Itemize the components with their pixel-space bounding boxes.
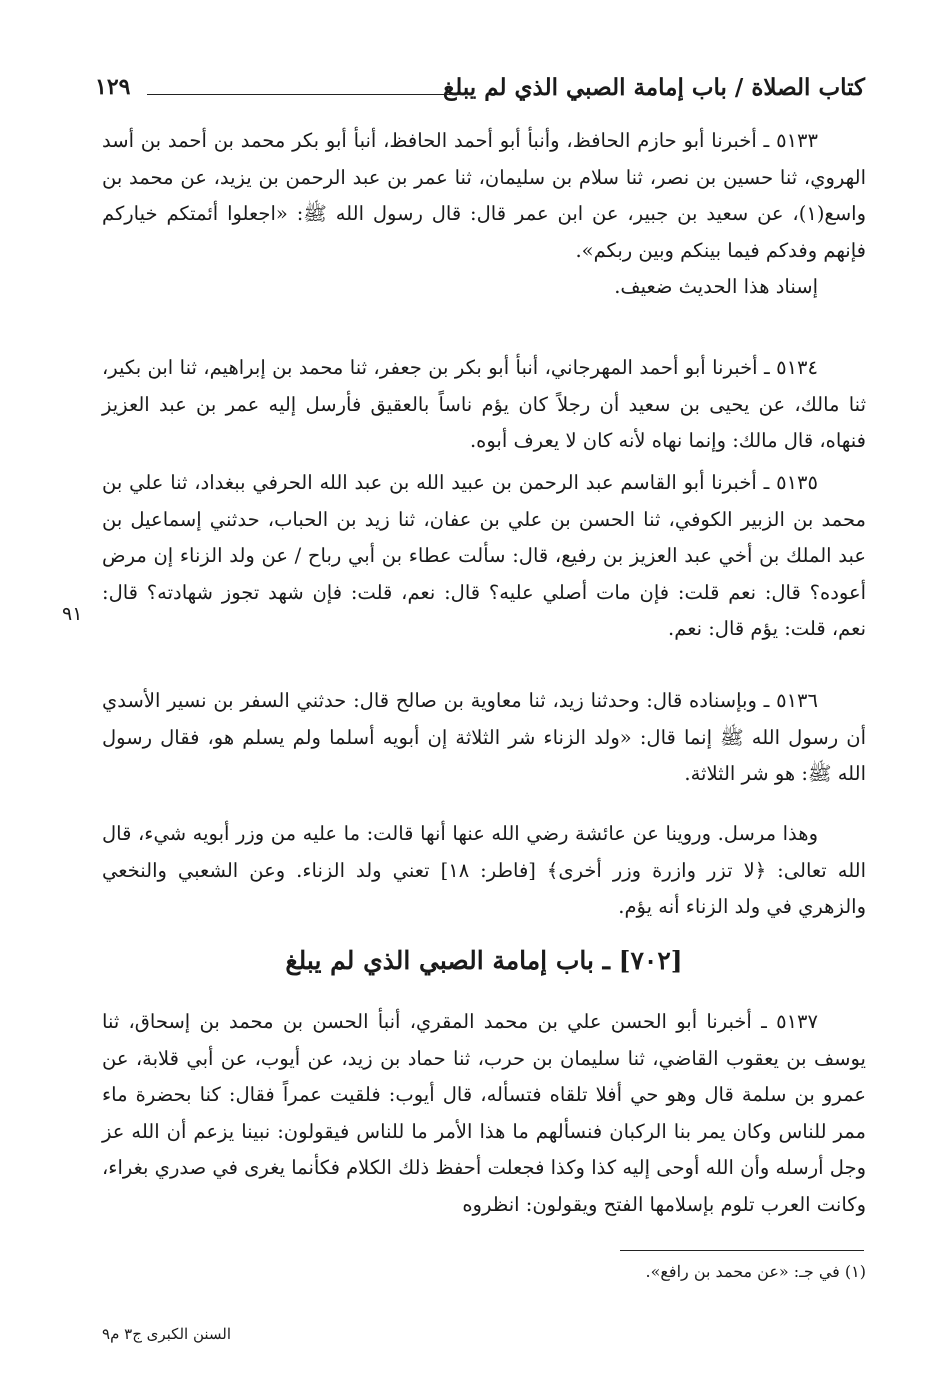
paragraph-5135 bbox=[102, 465, 866, 648]
page-number: ١٢٩ bbox=[95, 74, 131, 100]
hadith-5136: ٥١٣٦ ـ وبإسناده قال: وحدثنا زيد، ثنا معاوية بن صالح قال: حدثني السفر بن نسير الأسدي أن رسول الله ﷺ إنما قال: «ولد الزناء شر الثلاثة إن أبويه أسلما ولم يسلم هو، فقال رسول الله ﷺ: هو شر الثلاثة. bbox=[102, 689, 866, 785]
hadith-5137: ٥١٣٧ ـ أخبرنا أبو الحسن علي بن محمد المقري، أنبأ الحسن بن محمد بن إسحاق، ثنا يوسف بن يعقوب القاضي، ثنا سليمان بن حرب، ثنا حماد بن زيد، عن أيوب، عن أبي قلابة، عن عمرو بن سلمة قال وهو حي أفلا تلقاه فتسأله، قال أيوب: فلقيت عمراً فقال: كنا بحضرة ماء ممر للناس وكان يمر بنا الركبان فنسألهم ما هذا الأمر ما للناس فيقولون: نبينا يزعم أن الله عز وجل أرسله وأن الله أوحى إليه كذا وكذا فجعلت أحفظ ذلك الكلام فكأنما يغرى في صدري بغراء، وكانت العرب تلوم بإسلامها الفتح ويقولون: انظروه bbox=[102, 1010, 866, 1216]
margin-number: ٩١ bbox=[62, 603, 83, 625]
paragraph-5136 bbox=[102, 683, 866, 793]
isnad-note: إسناد هذا الحديث ضعيف. bbox=[614, 275, 818, 298]
running-header bbox=[95, 68, 865, 108]
paragraph-5134 bbox=[102, 350, 866, 460]
commentary-mursal: وهذا مرسل. وروينا عن عائشة رضي الله عنها أنها قالت: ما عليه من وزر أبويه شيء، قال الله تعالى: ﴿لا تزر وازرة وزر أخرى﴾ [فاطر: ١٨] تعني ولد الزناء. وعن الشعبي والنخعي والزهري في ولد الزناء أنه يؤم. bbox=[102, 822, 867, 918]
section-heading: [٧٠٢] ـ باب إمامة الصبي الذي لم يبلغ bbox=[285, 946, 683, 975]
hadith-5133: ٥١٣٣ ـ أخبرنا أبو حازم الحافظ، وأنبأ أبو أحمد الحافظ، أنبأ أبو بكر محمد بن أحمد بن أسد الهروي، ثنا حسين بن نصر، ثنا سلام بن سليمان، ثنا عمر بن عبد الرحمن بن يزيد، عن محمد بن واسع(١)، عن سعيد بن جبير، عن ابن عمر قال: قال رسول الله ﷺ: «اجعلوا أئمتكم خياركم فإنهم وفدكم فيما بينكم وبين ربكم». bbox=[102, 129, 866, 262]
hadith-5135: ٥١٣٥ ـ أخبرنا أبو القاسم عبد الرحمن بن عبيد الله بن عبد الله الحرفي ببغداد، ثنا علي بن محمد بن الزبير الكوفي، ثنا الحسن بن علي بن عفان، ثنا زيد بن الحباب، حدثني إسماعيل بن عبد الملك بن أخي عبد العزيز بن رفيع، قال: سألت عطاء بن أبي رباح / عن ولد الزناء إن مرض أعوده؟ قال: نعم قلت: فإن مات أصلي عليه؟ قال: نعم، قلت: فإن شهد تجوز شهادته؟ قال: نعم، قلت: يؤم قال: نعم. bbox=[102, 471, 866, 640]
paragraph-5133 bbox=[102, 123, 866, 306]
header-title: كتاب الصلاة / باب إمامة الصبي الذي لم يبلغ bbox=[443, 74, 865, 101]
signature-mark: السنن الكبرى ج٣ م٩ bbox=[102, 1325, 232, 1343]
hadith-5134: ٥١٣٤ ـ أخبرنا أبو أحمد المهرجاني، أنبأ أبو بكر بن جعفر، ثنا محمد بن إبراهيم، ثنا ابن بكير، ثنا مالك، عن يحيى بن سعيد أن رجلاً كان يؤم ناساً بالعقيق فأرسل إليه عمر بن عبد العزيز فنهاه، قال مالك: وإنما نهاه لأنه كان لا يعرف أبوه. bbox=[102, 356, 866, 452]
paragraph-5137 bbox=[102, 1004, 866, 1223]
footnote: (١) في جـ: «عن محمد بن رافع». bbox=[645, 1262, 866, 1281]
footnote-rule bbox=[620, 1250, 864, 1251]
paragraph-mursal bbox=[102, 816, 866, 926]
header-rule bbox=[147, 94, 462, 95]
